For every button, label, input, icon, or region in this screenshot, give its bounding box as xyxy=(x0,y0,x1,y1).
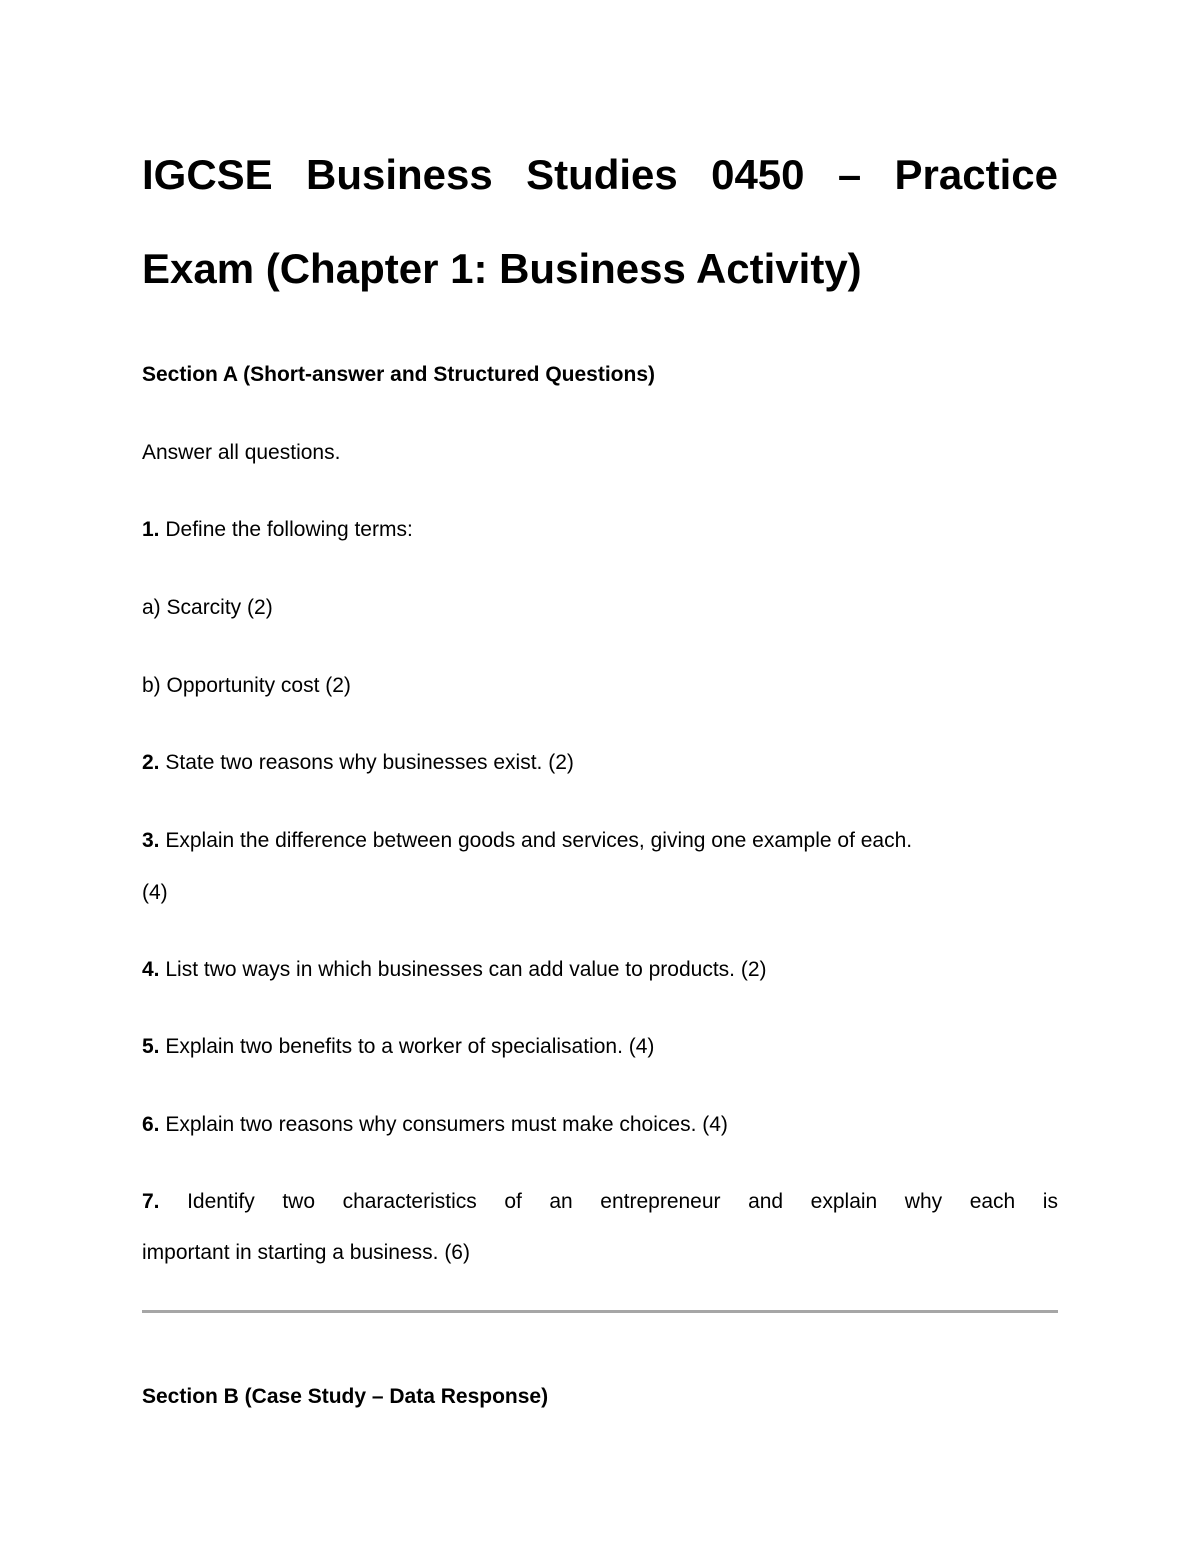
title-word: IGCSE xyxy=(142,151,273,198)
question-3 xyxy=(142,828,1058,854)
section-a-heading: Section A (Short-answer and Structured Questions) xyxy=(142,363,656,386)
question-2 xyxy=(142,750,1058,776)
question-text: Explain two benefits to a worker of specialisation. (4) xyxy=(159,1035,655,1058)
title-word: 0450 xyxy=(711,151,805,198)
question-number: 6. xyxy=(142,1113,160,1136)
question-number: 2. xyxy=(142,751,160,774)
question-word: each xyxy=(969,1190,1016,1213)
question-7-continuation: important in starting a business. (6) xyxy=(142,1241,470,1264)
question-5 xyxy=(142,1034,1058,1060)
title-word: Studies xyxy=(526,151,678,198)
question-word: entrepreneur xyxy=(600,1190,721,1213)
question-word: Identify xyxy=(187,1190,255,1213)
question-1a: a) Scarcity (2) xyxy=(142,596,273,619)
question-7 xyxy=(142,1189,1058,1215)
question-word: characteristics xyxy=(342,1190,477,1213)
title-word: Business xyxy=(306,151,493,198)
question-number: 1. xyxy=(142,518,160,541)
question-number: 4. xyxy=(142,958,160,981)
question-text: Explain the difference between goods and services, giving one example of each. xyxy=(159,829,913,852)
question-text: State two reasons why businesses exist. (2) xyxy=(159,751,574,774)
title-word: – xyxy=(837,151,862,198)
horizontal-divider xyxy=(142,1310,1058,1313)
question-text: Explain two reasons why consumers must make choices. (4) xyxy=(159,1113,728,1136)
question-word: of xyxy=(504,1190,522,1213)
question-word: why xyxy=(904,1190,943,1213)
question-number: 7. xyxy=(142,1190,160,1213)
question-4 xyxy=(142,957,1058,983)
question-word: an xyxy=(549,1190,573,1213)
document-title-line-2: Exam (Chapter 1: Business Activity) xyxy=(142,245,862,292)
question-1 xyxy=(142,517,1058,543)
question-1b: b) Opportunity cost (2) xyxy=(142,674,351,697)
document-title-line-1 xyxy=(142,151,1058,198)
question-3-continuation: (4) xyxy=(142,881,168,904)
question-word: explain xyxy=(810,1190,878,1213)
question-number: 3. xyxy=(142,829,160,852)
question-text: Define the following terms: xyxy=(159,518,413,541)
title-word: Practice xyxy=(894,151,1058,198)
question-word: and xyxy=(748,1190,784,1213)
question-word: is xyxy=(1042,1190,1058,1213)
question-number: 5. xyxy=(142,1035,160,1058)
question-6 xyxy=(142,1112,1058,1138)
instruction-text: Answer all questions. xyxy=(142,441,341,464)
question-word: two xyxy=(282,1190,316,1213)
question-text: List two ways in which businesses can add value to products. (2) xyxy=(159,958,767,981)
section-b-heading: Section B (Case Study – Data Response) xyxy=(142,1385,549,1408)
